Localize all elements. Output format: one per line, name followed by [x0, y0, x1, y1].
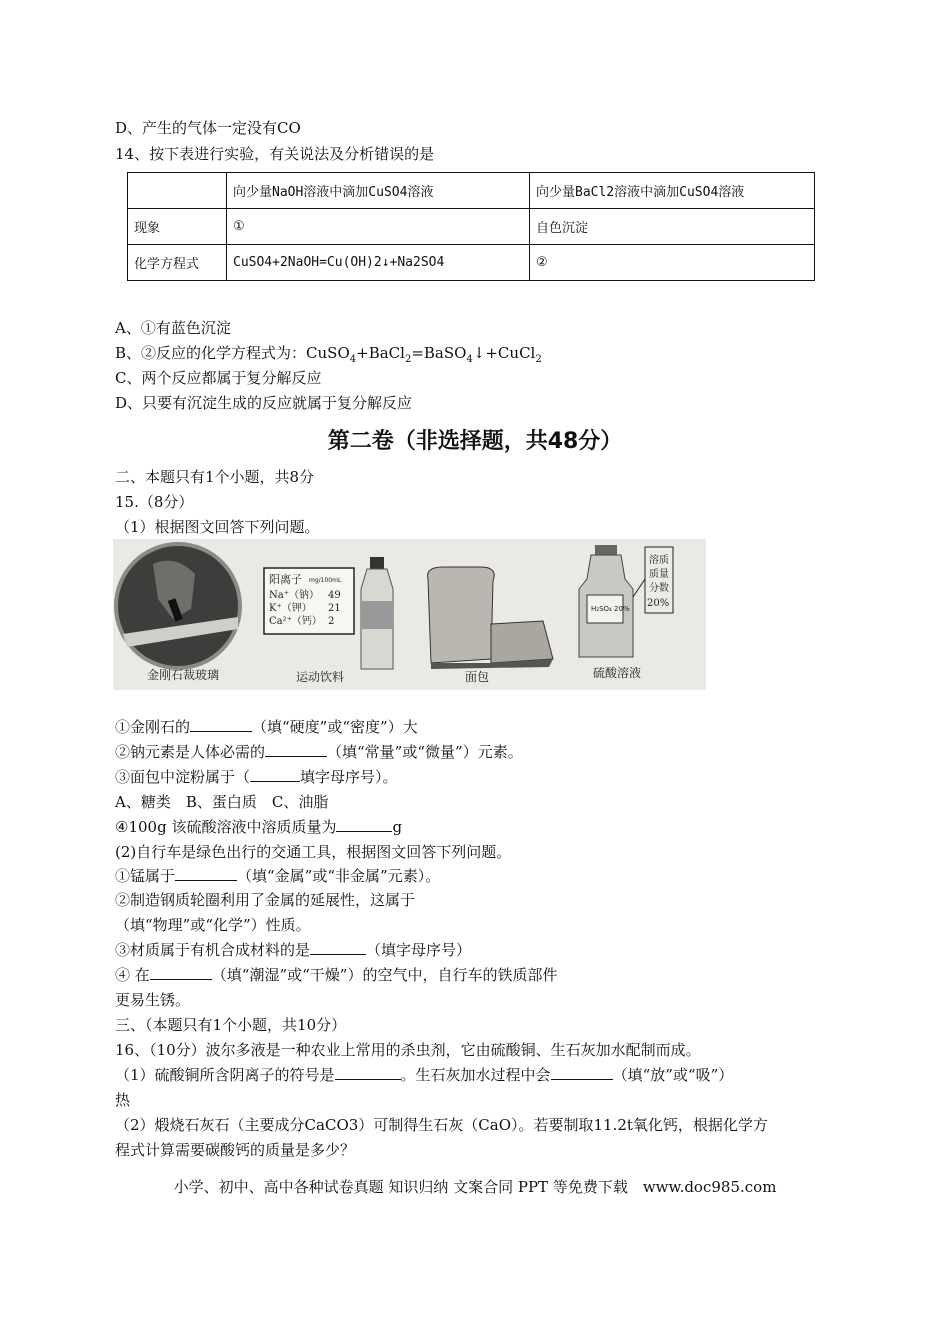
- table-cell: ②: [530, 245, 815, 281]
- question-15-part-1: （1）根据图文回答下列问题。: [115, 518, 320, 536]
- item-15-2-4: ④ 在 （填“潮湿”或“干燥”）的空气中，自行车的铁质部件: [115, 966, 558, 984]
- table-cell: ①: [227, 209, 530, 245]
- table-cell: 向少量BaCl2溶液中滴加CuSO4溶液: [530, 173, 815, 209]
- item-15-2-4b: 更易生锈。: [115, 991, 191, 1009]
- item-15-4: ④100g 该硫酸溶液中溶质质量为 g: [115, 818, 403, 836]
- item-16-2b: 程式计算需要碳酸钙的质量是多少？: [115, 1141, 356, 1159]
- option-a-14: A、①有蓝色沉淀: [115, 319, 231, 337]
- item-15-2-3: ③材质属于有机合成材料的是 （填字母序号）: [115, 941, 472, 959]
- question-figure: [113, 539, 706, 690]
- drink-label-row: Ca²⁺（钙）: [269, 616, 322, 627]
- section-title: 第二卷（非选择题，共48分）: [327, 429, 623, 454]
- item-15-2: ②钠元素是人体必需的 （填“常量”或“微量”）元素。: [115, 743, 523, 761]
- svg-text:分数: 分数: [649, 583, 669, 594]
- table-cell: 现象: [128, 209, 227, 245]
- question-14: 14、按下表进行实验，有关说法及分析错误的是: [115, 145, 435, 163]
- drink-bottle-icon: [361, 557, 393, 669]
- page-footer: 小学、初中、高中各种试卷真题 知识归纳 文案合同 PPT 等免费下载 www.doc985.com: [173, 1178, 777, 1196]
- table-cell: CuSO4+2NaOH=Cu(OH)2↓+Na2SO4: [227, 245, 530, 281]
- figure-illustration: [113, 539, 706, 690]
- table-cell: 化学方程式: [128, 245, 227, 281]
- question-15-part-2: (2)自行车是绿色出行的交通工具，根据图文回答下列问题。: [115, 843, 512, 861]
- experiment-table: [127, 172, 815, 281]
- section-3-heading: 三、（本题只有1个小题，共10分）: [115, 1016, 347, 1034]
- svg-text:20%: 20%: [647, 598, 670, 609]
- figure-caption: 运动饮料: [296, 670, 345, 684]
- item-15-3: ③面包中淀粉属于（ 填字母序号）。: [115, 768, 398, 786]
- drink-label-row: Na⁺（钠）: [269, 590, 319, 601]
- option-d-13: D、产生的气体一定没有CO: [115, 119, 301, 137]
- item-15-2-1: ①锰属于 （填“金属”或“非金属”元素）。: [115, 867, 441, 885]
- figure-caption: 硫酸溶液: [593, 666, 642, 680]
- svg-text:溶质: 溶质: [649, 555, 669, 566]
- table-cell: 自色沉淀: [530, 209, 815, 245]
- option-c-14: C、两个反应都属于复分解反应: [115, 369, 322, 387]
- item-15-1: ①金刚石的 （填“硬度”或“密度”）大: [115, 718, 418, 736]
- acid-bottle-label: H₂SO₄ 20%: [591, 605, 630, 613]
- acid-bottle-icon: [579, 545, 633, 657]
- drink-label-row: K⁺（钾）: [269, 603, 312, 614]
- drink-label-value: 2: [328, 616, 335, 627]
- drink-label-value: 21: [328, 603, 341, 614]
- drink-label-unit: mg/100mL: [309, 577, 342, 584]
- option-d-14: D、只要有沉淀生成的反应就属于复分解反应: [115, 394, 413, 412]
- item-15-2-2: ②制造钢质轮圈利用了金属的延展性，这属于: [115, 891, 416, 909]
- figure-caption: 金刚石裁玻璃: [147, 668, 220, 682]
- bread-icon: [428, 567, 553, 669]
- table-cell: 向少量NaOH溶液中滴加CuSO4溶液: [227, 173, 530, 209]
- table-row: [128, 245, 815, 281]
- item-16-2: （2）煅烧石灰石（主要成分CaCO3）可制得生石灰（CaO）。若要制取11.2t氧化钙，根据化学方: [115, 1116, 768, 1134]
- table-cell: [128, 173, 227, 209]
- table-row: [128, 209, 815, 245]
- figure-caption: 面包: [465, 670, 490, 684]
- drink-label-value: 49: [328, 590, 341, 601]
- option-b-14: B、②反应的化学方程式为：CuSO$_4$+BaCl$_2$=BaSO$_4$↓+CuCl$_2$: [115, 344, 542, 365]
- item-16-1: （1）硫酸铜所含阴离子的符号是 。生石灰加水过程中会 （填“放”或“吸”）: [115, 1066, 734, 1084]
- item-15-3-options: A、糖类 B、蛋白质 C、油脂: [115, 793, 329, 811]
- question-16: 16、（10分）波尔多液是一种农业上常用的杀虫剂，它由硫酸铜、生石灰加水配制而成。: [115, 1041, 701, 1059]
- item-16-1b: 热: [115, 1091, 131, 1109]
- item-15-2-2b: （填“物理”或“化学”）性质。: [115, 916, 311, 934]
- section-2-heading: 二、本题只有1个小题，共8分: [115, 468, 315, 486]
- table-row: [128, 173, 815, 209]
- drink-label-title: 阳离子: [269, 573, 302, 586]
- question-15: 15.（8分）: [115, 493, 194, 511]
- svg-text:质量: 质量: [649, 569, 669, 580]
